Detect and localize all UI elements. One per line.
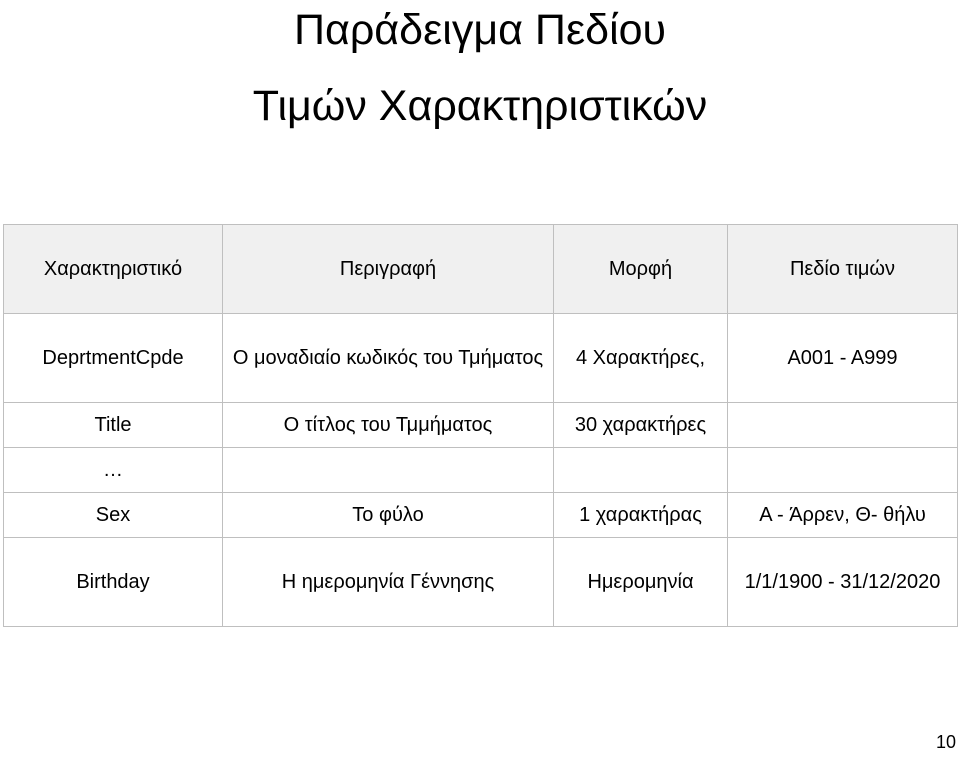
- attribute-values-table: [3, 224, 958, 627]
- header-format: Μορφή: [554, 225, 728, 314]
- cell-format: 30 χαρακτήρες: [554, 403, 728, 448]
- cell-description: Το φύλο: [223, 493, 554, 538]
- cell-value-range: A001 - A999: [728, 314, 958, 403]
- cell-description: [223, 448, 554, 493]
- cell-value-range: 1/1/1900 - 31/12/2020: [728, 538, 958, 627]
- header-description: Περιγραφή: [223, 225, 554, 314]
- cell-attribute: Birthday: [4, 538, 223, 627]
- cell-format: [554, 448, 728, 493]
- cell-description: Ο μοναδιαίο κωδικός του Τμήματος: [223, 314, 554, 403]
- slide-title-line2: Τιμών Χαρακτηριστικών: [252, 82, 708, 130]
- cell-value-range: [728, 448, 958, 493]
- slide-title: [0, 0, 960, 130]
- header-attribute: Χαρακτηριστικό: [4, 225, 223, 314]
- cell-attribute: DeprtmentCpde: [4, 314, 223, 403]
- table-row: [4, 403, 958, 448]
- table-row: [4, 538, 958, 627]
- cell-format: 4 Χαρακτήρες,: [554, 314, 728, 403]
- cell-value-range: [728, 403, 958, 448]
- cell-format: Ημερομηνία: [554, 538, 728, 627]
- page-number: 10: [935, 732, 956, 752]
- slide-title-line1: Παράδειγμα Πεδίου: [293, 6, 667, 54]
- cell-description: Η ημερομηνία Γέννησης: [223, 538, 554, 627]
- cell-attribute: …: [4, 448, 223, 493]
- header-value-range: Πεδίο τιμών: [728, 225, 958, 314]
- table-row: [4, 448, 958, 493]
- cell-attribute: Sex: [4, 493, 223, 538]
- cell-description: Ο τίτλος του Τμμήματος: [223, 403, 554, 448]
- table-header-row: [4, 225, 958, 314]
- table-row: [4, 314, 958, 403]
- table-row: [4, 493, 958, 538]
- cell-format: 1 χαρακτήρας: [554, 493, 728, 538]
- cell-attribute: Title: [4, 403, 223, 448]
- cell-value-range: A - Άρρεν, Θ- θήλυ: [728, 493, 958, 538]
